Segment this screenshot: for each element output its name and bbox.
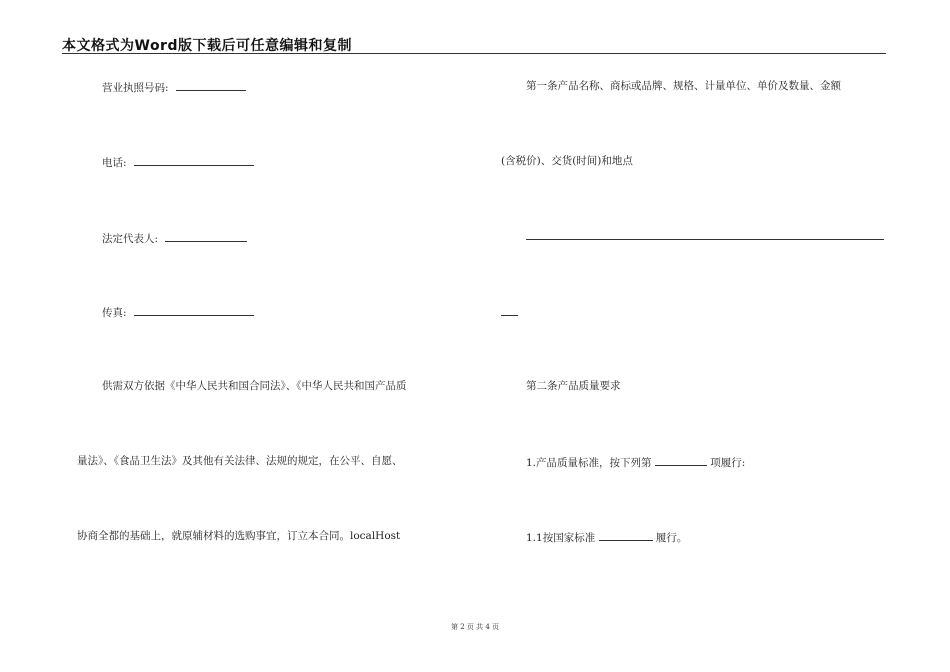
article-1-line-2: (含税价)、交货(时间)和地点 xyxy=(501,155,633,167)
article-1-line-1: 第一条产品名称、商标或品牌、规格、计量单位、单价及数量、金额 xyxy=(526,80,841,92)
phone-field xyxy=(102,154,254,170)
phone-blank xyxy=(134,154,254,166)
national-standard-clause xyxy=(526,529,687,545)
fax-field xyxy=(102,304,254,320)
article-1-fill-line-end xyxy=(501,315,518,316)
legal-representative-field xyxy=(102,230,247,246)
license-number-label: 营业执照号码: xyxy=(102,82,169,94)
quality-standard-prefix: 1.产品质量标准，按下列第 xyxy=(526,457,652,469)
page-number-footer: 第 2 页 共 4 页 xyxy=(450,623,500,631)
document-header-title: 本文格式为Word版下载后可任意编辑和复制 xyxy=(62,38,352,54)
legal-representative-blank xyxy=(165,230,247,242)
national-standard-prefix: 1.1按国家标准 xyxy=(526,532,596,544)
paragraph-line-1: 供需双方依据《中华人民共和国合同法》、《中华人民共和国产品质 xyxy=(102,380,407,392)
article-1-fill-line xyxy=(526,239,884,240)
fax-label: 传真: xyxy=(102,307,127,319)
paragraph-line-2: 量法》、《食品卫生法》及其他有关法律、法规的规定，在公平、自愿、 xyxy=(77,455,403,467)
quality-standard-suffix: 项履行: xyxy=(710,457,746,469)
quality-standard-clause xyxy=(526,454,745,470)
header-divider xyxy=(62,53,886,54)
article-2-title: 第二条产品质量要求 xyxy=(526,380,621,392)
license-number-blank xyxy=(176,79,246,91)
license-number-field xyxy=(102,79,246,95)
national-standard-blank xyxy=(599,529,653,541)
fax-blank xyxy=(134,304,254,316)
phone-label: 电话: xyxy=(102,157,127,169)
paragraph-line-3: 协商全都的基础上，就原辅材料的选购事宜，订立本合同。localHost xyxy=(77,530,401,542)
quality-standard-blank xyxy=(655,454,707,466)
legal-representative-label: 法定代表人: xyxy=(102,233,159,245)
national-standard-suffix: 履行。 xyxy=(655,532,688,544)
